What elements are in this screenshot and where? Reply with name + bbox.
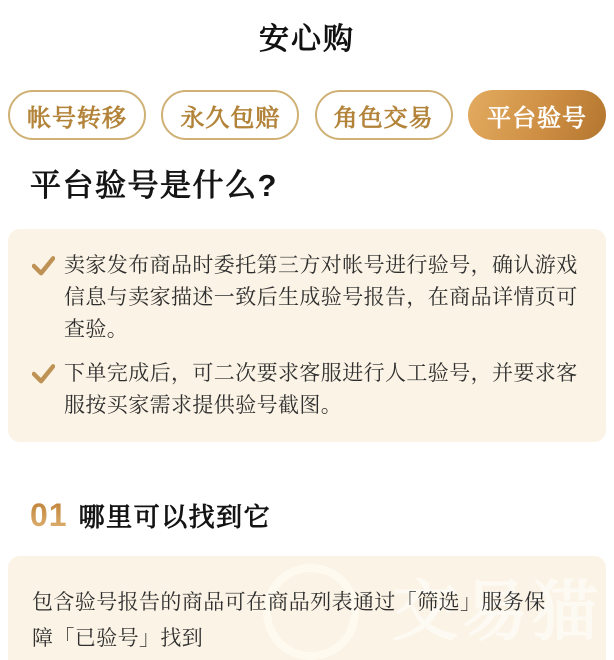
tab-label: 永久包赔: [180, 104, 281, 132]
section-number: 01: [30, 497, 68, 533]
tab-label: 角色交易: [333, 104, 434, 132]
service-tabs: [8, 90, 606, 140]
section-heading-text: 哪里可以找到它: [78, 502, 272, 532]
bullet-text: 下单完成后，可二次要求客服进行人工验号，并要求客服按买家需求提供验号截图。: [64, 362, 578, 417]
list-item: [32, 250, 580, 346]
check-icon: [32, 255, 55, 277]
section-find-heading: [30, 497, 271, 534]
section-what-heading: 平台验号是什么?: [30, 168, 278, 203]
bullet-text: 卖家发布商品时委托第三方对帐号进行验号，确认游戏信息与卖家描述一致后生成验号报告，在商品详情页可查验。: [64, 254, 578, 341]
logo-watermark-text: 交易猫: [392, 574, 602, 648]
tab-label: 帐号转移: [27, 104, 127, 132]
find-body-text: 包含验号报告的商品可在商品列表通过「筛选」服务保障「已验号」找到: [32, 591, 546, 650]
tab-account-transfer[interactable]: [8, 90, 146, 140]
tab-label: 平台验号: [486, 104, 587, 132]
check-icon: [32, 363, 55, 385]
verification-info-card: [8, 229, 606, 442]
tab-character-trade[interactable]: [315, 90, 453, 140]
tab-permanent-compensation[interactable]: [161, 90, 299, 140]
where-to-find-card: [8, 556, 606, 660]
list-item: [32, 358, 580, 422]
page-title: 安心购: [259, 23, 355, 56]
tab-platform-verification[interactable]: [468, 90, 606, 140]
